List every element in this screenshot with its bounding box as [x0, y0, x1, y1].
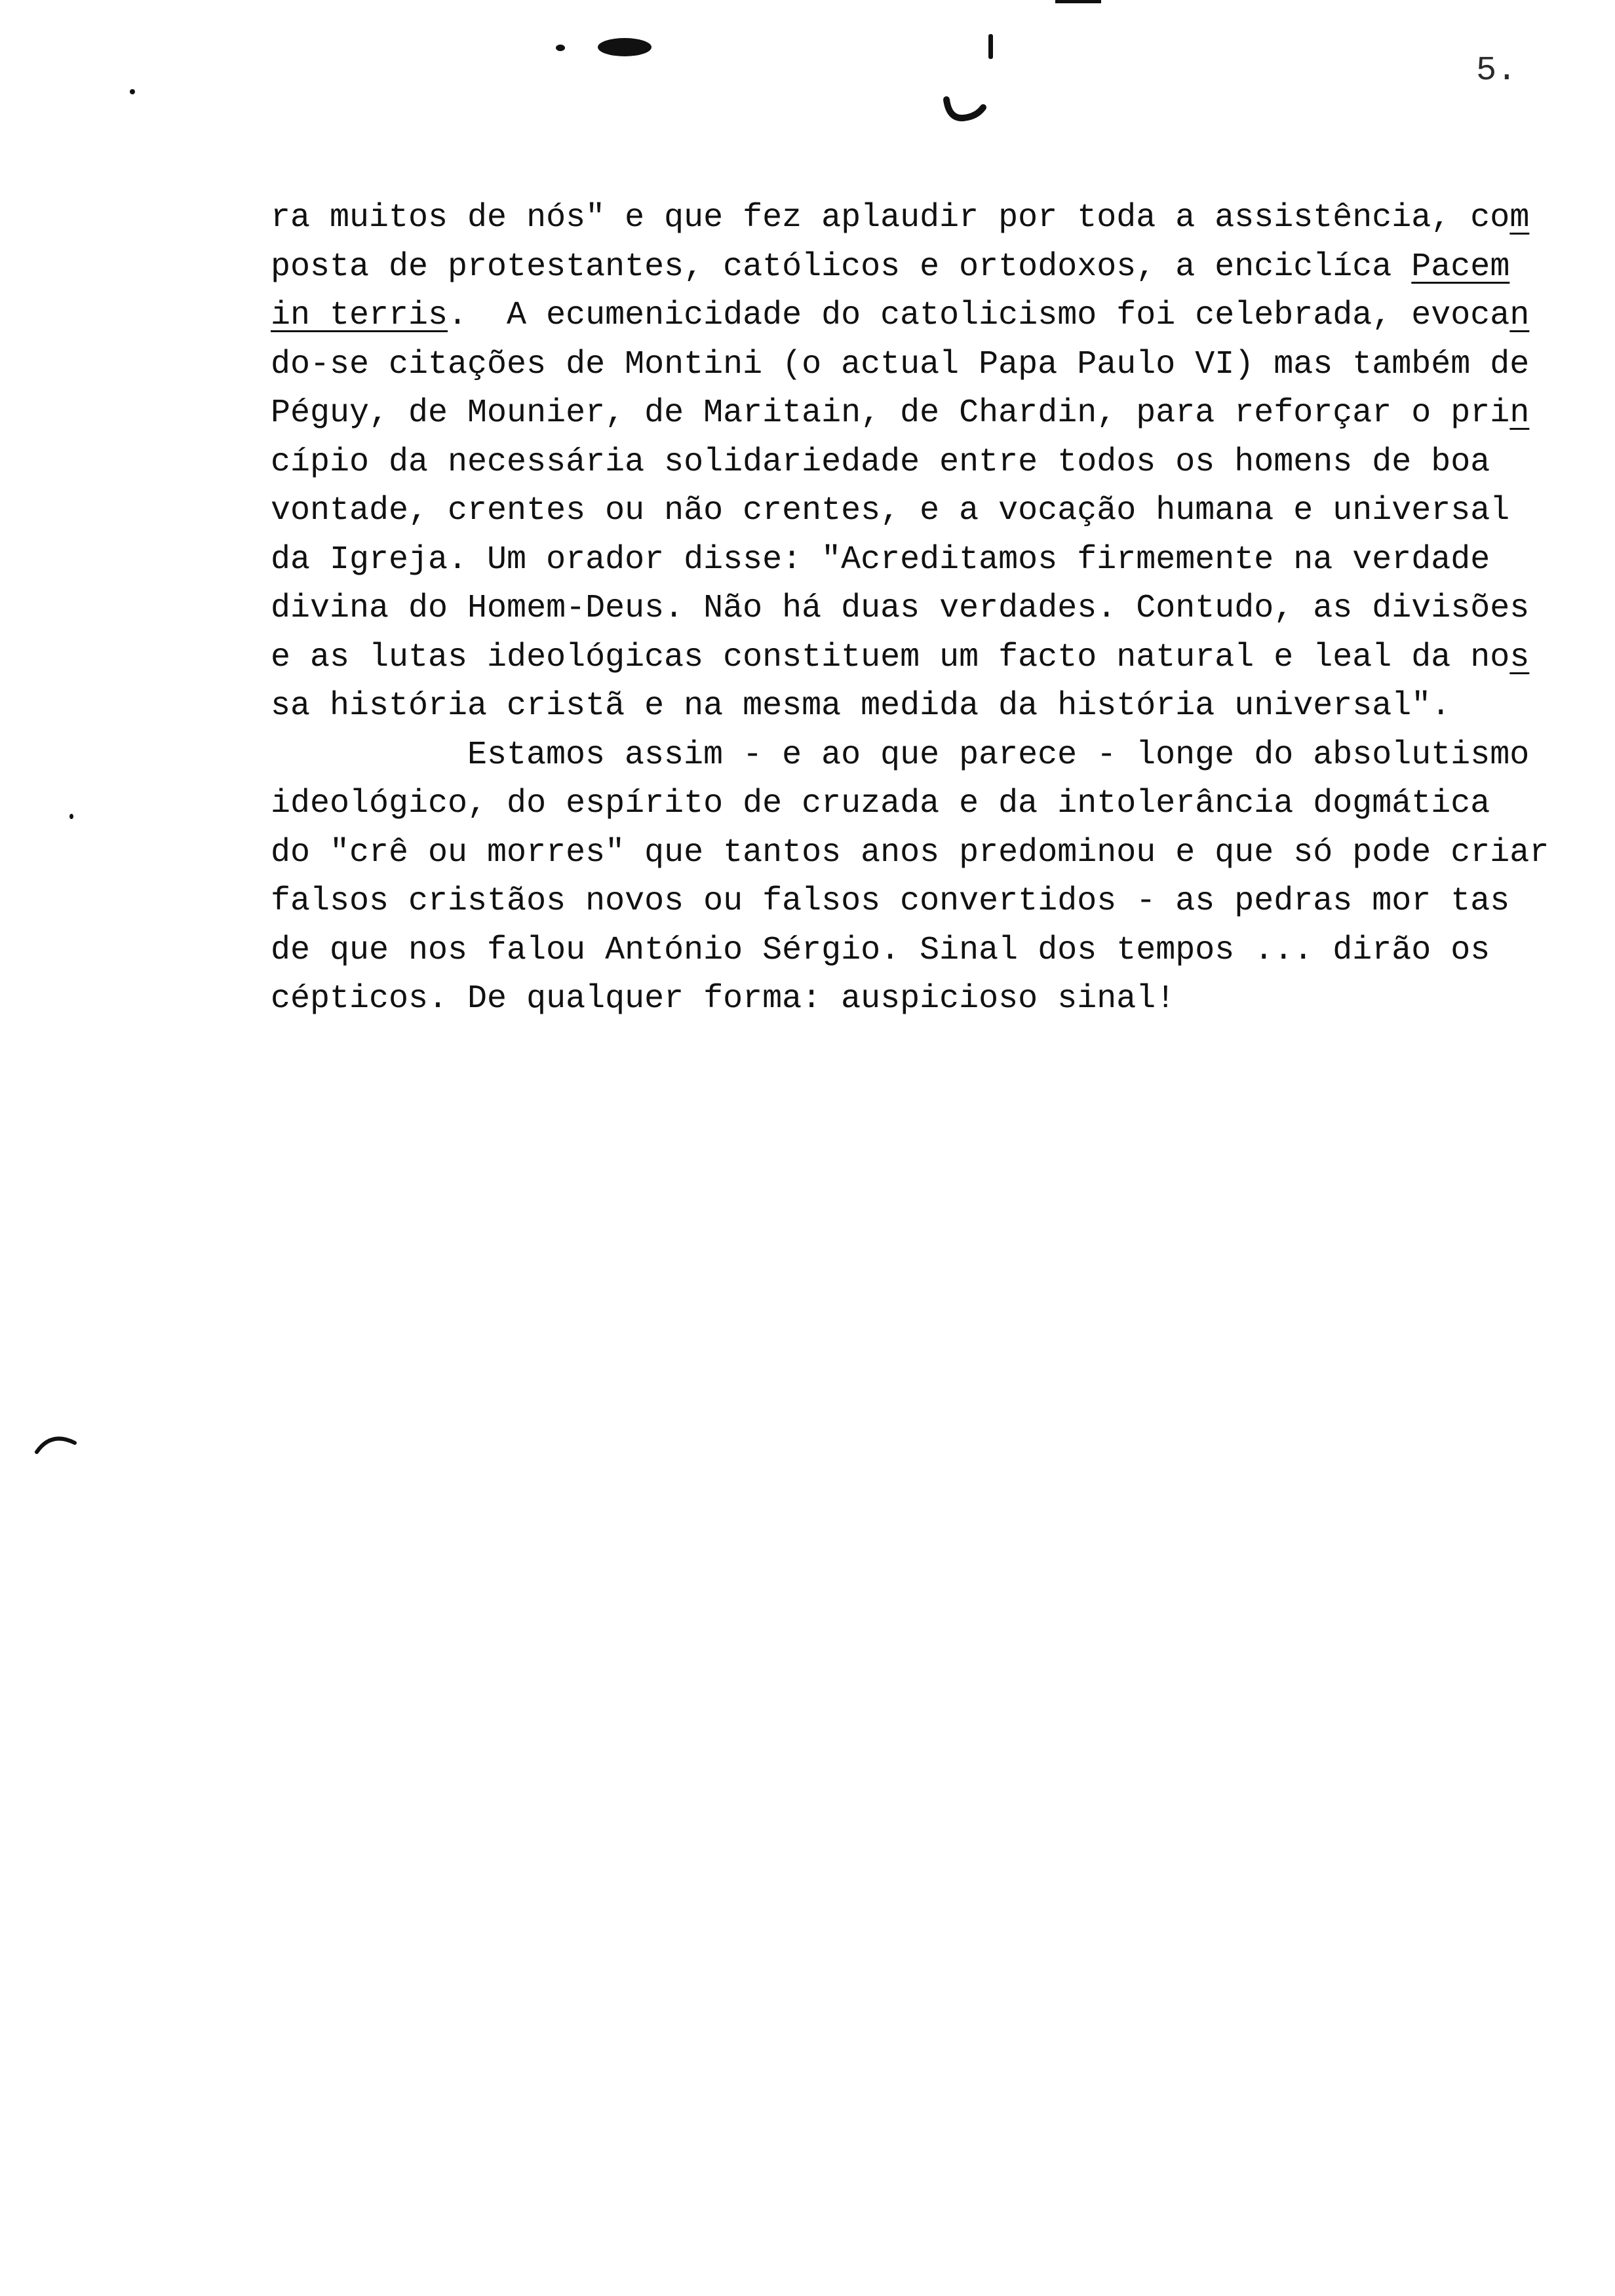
text-run: do "crê ou morres" que tantos anos predominou e que só pode criar	[271, 833, 1549, 871]
text-run: da Igreja. Um orador disse: "Acreditamos firmemente na verdade	[271, 541, 1490, 579]
text-line	[271, 341, 1575, 390]
text-run: sa história cristã e na mesma medida da história universal".	[271, 687, 1451, 725]
text-line	[271, 389, 1575, 438]
underlined-text: n	[1509, 394, 1530, 432]
text-line	[271, 584, 1575, 634]
paragraph	[271, 194, 1575, 731]
scan-artifact-tick	[988, 34, 993, 59]
text-line	[271, 682, 1575, 731]
text-line	[271, 536, 1575, 585]
paragraph	[271, 731, 1575, 1024]
text-run: vontade, crentes ou não crentes, e a vocação humana e universal	[271, 492, 1510, 529]
text-line	[271, 780, 1575, 829]
body-text	[271, 194, 1575, 1024]
scan-artifact-hook	[943, 96, 988, 124]
underlined-text: Pacem	[1411, 248, 1510, 286]
underlined-text: m	[1509, 199, 1530, 237]
text-run: Estamos assim - e ao que parece - longe do absolutismo	[467, 736, 1530, 774]
text-line	[271, 731, 1575, 780]
text-line	[271, 438, 1575, 488]
scan-artifact-arc	[33, 1427, 80, 1456]
text-run: cípio da necessária solidariedade entre todos os homens de boa	[271, 443, 1490, 481]
underlined-text: in terris	[271, 297, 448, 334]
text-line	[271, 292, 1575, 341]
text-line	[271, 975, 1575, 1024]
text-run: de que nos falou António Sérgio. Sinal dos tempos ... dirão os	[271, 931, 1490, 969]
scan-artifact-top-line	[1055, 0, 1101, 3]
text-line	[271, 243, 1575, 292]
text-run: do-se citações de Montini (o actual Papa Paulo VI) mas também de	[271, 345, 1530, 383]
text-line	[271, 194, 1575, 243]
scan-artifact-blot	[598, 38, 652, 56]
text-line	[271, 634, 1575, 683]
text-line	[271, 829, 1575, 878]
scan-artifact-dot	[556, 45, 565, 51]
text-run: posta de protestantes, católicos e ortodoxos, a enciclíca	[271, 248, 1412, 286]
text-run: Péguy, de Mounier, de Maritain, de Chardin, para reforçar o pri	[271, 394, 1510, 432]
underlined-text: s	[1509, 638, 1530, 676]
text-run: ra muitos de nós" e que fez aplaudir por toda a assistência, co	[271, 199, 1510, 237]
text-line	[271, 877, 1575, 927]
underlined-text: n	[1509, 297, 1530, 334]
text-line	[271, 487, 1575, 536]
text-line	[271, 927, 1575, 976]
text-run: e as lutas ideológicas constituem um facto natural e leal da no	[271, 638, 1510, 676]
text-run: . A ecumenicidade do catolicismo foi celebrada, evoca	[448, 297, 1510, 334]
text-run: cépticos. De qualquer forma: auspicioso sinal!	[271, 980, 1176, 1018]
text-run: falsos cristãos novos ou falsos convertidos - as pedras mor tas	[271, 883, 1510, 920]
text-run: ideológico, do espírito de cruzada e da intolerância dogmática	[271, 785, 1490, 822]
page-number: 5.	[1476, 51, 1517, 90]
scan-artifact-speck	[130, 89, 135, 94]
scan-artifact-speck	[69, 814, 73, 819]
text-run: divina do Homem-Deus. Não há duas verdades. Contudo, as divisões	[271, 590, 1530, 627]
